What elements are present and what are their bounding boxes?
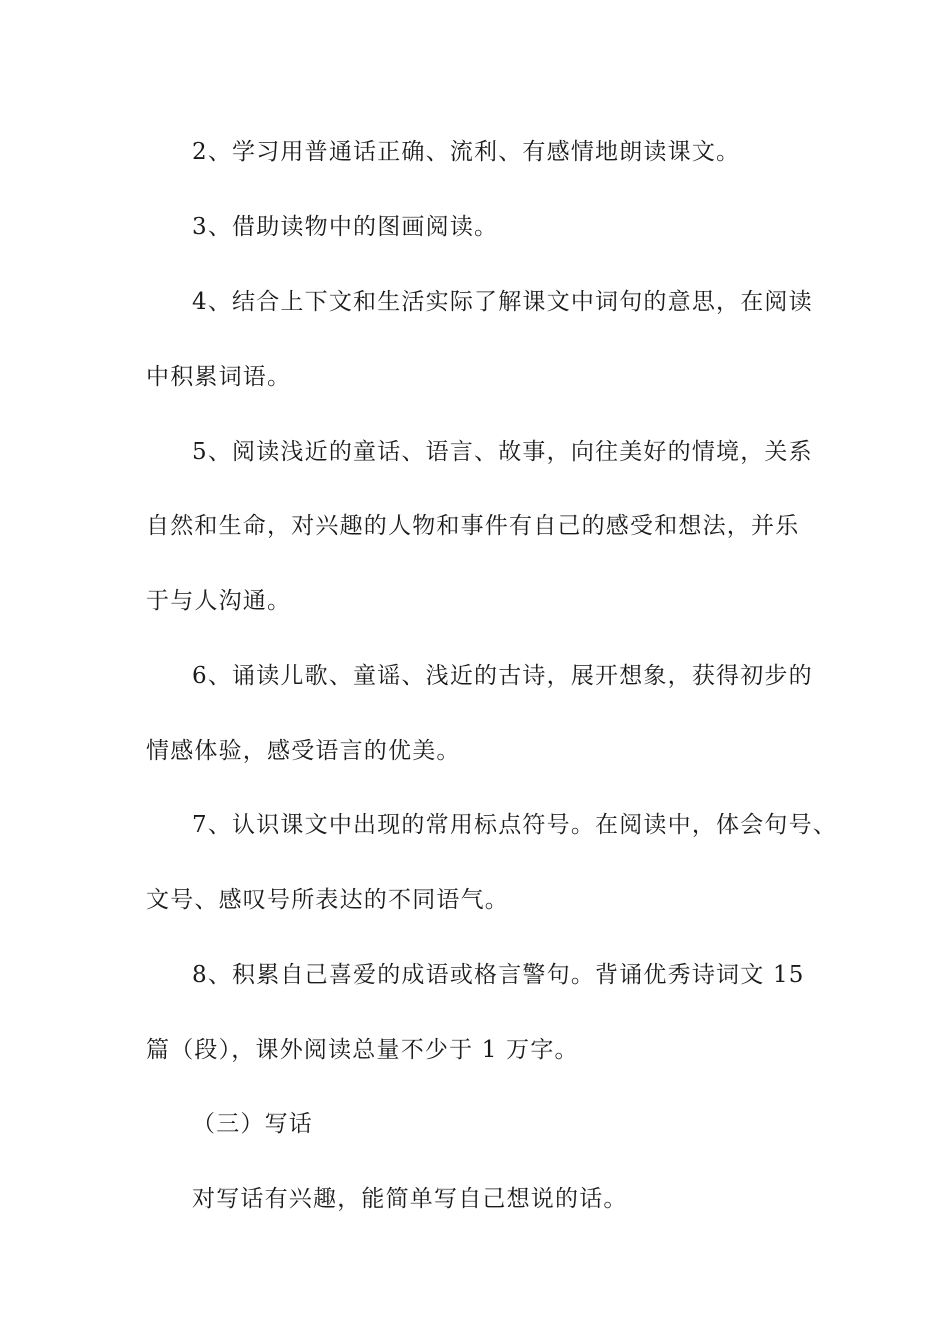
item-7-line-2: 文号、感叹号所表达的不同语气。 (146, 887, 509, 913)
item-3-line-1: 3、借助读物中的图画阅读。 (192, 214, 499, 240)
item-5-line-3: 于与人沟通。 (146, 588, 292, 614)
item-5-line-1: 5、阅读浅近的童话、语言、故事，向往美好的情境，关系 (192, 439, 813, 465)
item-6-line-1: 6、诵读儿歌、童谣、浅近的古诗，展开想象，获得初步的 (192, 663, 813, 689)
item-7-line-1: 7、认识课文中出现的常用标点符号。在阅读中，体会句号、 (192, 812, 838, 838)
item-5-line-2: 自然和生命，对兴趣的人物和事件有自己的感受和想法，并乐 (146, 513, 800, 539)
item-2-line-1: 2、学习用普通话正确、流利、有感情地朗读课文。 (192, 139, 741, 165)
writing-paragraph: 对写话有兴趣，能简单写自己想说的话。 (192, 1186, 628, 1212)
item-6-line-2: 情感体验，感受语言的优美。 (146, 738, 461, 764)
item-4-line-1: 4、结合上下文和生活实际了解课文中词句的意思，在阅读 (192, 289, 813, 315)
item-8-line-2: 篇（段），课外阅读总量不少于 1 万字。 (146, 1037, 579, 1063)
section-heading-writing: （三）写话 (192, 1111, 313, 1137)
item-8-line-1: 8、积累自己喜爱的成语或格言警句。背诵优秀诗词文 15 (192, 962, 805, 988)
item-4-line-2: 中积累词语。 (146, 364, 292, 390)
